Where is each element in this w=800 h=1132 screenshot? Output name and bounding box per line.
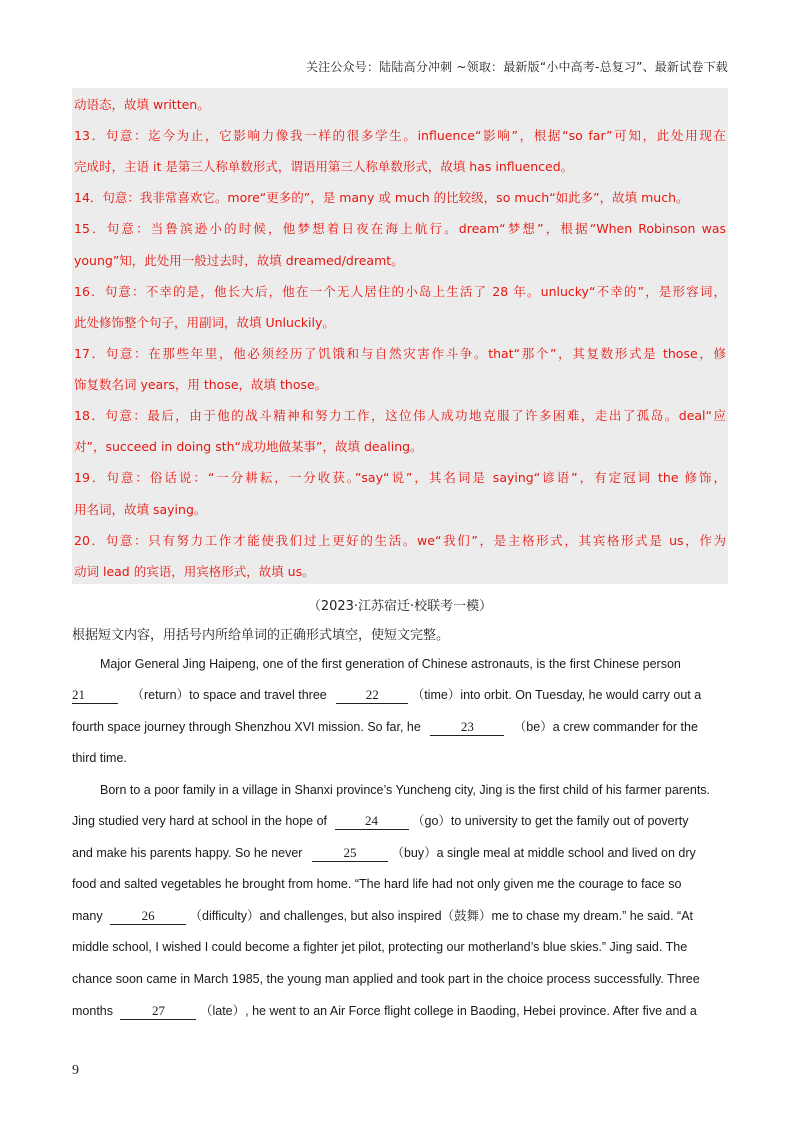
passage-line: middle school, I wished I could become a fighter jet pilot, protecting our motherland’s blue skies.” Jing said. The [72,940,688,954]
passage-text: （return）to space and travel three [131,688,327,702]
passage-line [72,906,728,926]
passage-line: food and salted vegetables he brought from home. “The hard life had not only given me the courage to face so [72,877,682,891]
blank-22[interactable]: 22 [336,687,408,704]
blank-26[interactable]: 26 [110,908,186,925]
answer-line: 此处修饰整个句子，用副词，故填 Unluckily。 [74,315,335,330]
passage-line [72,685,728,705]
passage-text: （difficulty）and challenges, but also inspired（鼓舞）me to chase my dream.” he said. “At [189,909,694,923]
passage-text: and make his parents happy. So he never [72,846,303,860]
answer-line: 13．句意：迄今为止，它影响力像我一样的很多学生。influence“影响”，根据“so far”可知，此处用现在 [74,128,726,143]
passage-text: （be）a crew commander for the [513,720,698,734]
page-number: 9 [72,1063,79,1078]
passage-text: （time）into orbit. On Tuesday, he would carry out a [411,688,702,702]
answer-line: 14．句意：我非常喜欢它。more“更多的”，是 many 或 much 的比较级，so much“如此多”，故填 much。 [74,190,689,205]
answer-line: young”知，此处用一般过去时，故填 dreamed/dreamt。 [74,253,404,268]
passage-line: Born to a poor family in a village in Shanxi province’s Yuncheng city, Jing is the first child of his farmer parents. [100,783,711,797]
answer-line: 18．句意：最后，由于他的战斗精神和努力工作，这位伟人成功地克服了许多困难，走出了孤岛。deal“应 [74,408,726,423]
blank-23[interactable]: 23 [430,719,504,736]
blank-21[interactable]: 21 [72,687,118,704]
passage-text: months [72,1004,113,1018]
passage-text: （late）, he went to an Air Force flight college in Baoding, Hebei province. After five and a [199,1004,697,1018]
answer-line: 用名词，故填 saying。 [74,502,207,517]
question-source: （2023·江苏宿迁·校联考一模） [307,599,493,614]
question-instruction: 根据短文内容，用括号内所给单词的正确形式填空，使短文完整。 [72,628,450,643]
answer-line: 饰复数名词 years，用 those，故填 those。 [74,377,328,392]
passage-text: Jing studied very hard at school in the hope of [72,814,328,828]
passage-text: many [72,909,103,923]
page-header: 关注公众号：陆陆高分冲刺 ~领取：最新版“小中高考-总复习”、最新试卷下载 [305,60,728,74]
answer-line: 动词 lead 的宾语，用宾格形式，故填 us。 [74,564,315,579]
passage-line [72,843,728,863]
passage-text: fourth space journey through Shenzhou XVI mission. So far, he [72,720,421,734]
passage-line: chance soon came in March 1985, the young man applied and took part in the choice process successfully. Three [72,972,700,986]
answer-line: 动语态，故填 written。 [74,97,210,112]
passage-line: third time. [72,751,127,765]
answer-line: 16．句意：不幸的是，他长大后，他在一个无人居住的小岛上生活了 28 年。unlucky“不幸的”，是形容词， [74,284,726,299]
passage-line [72,1001,728,1021]
answer-line: 完成时，主语 it 是第三人称单数形式，谓语用第三人称单数形式，故填 has influenced。 [74,159,574,174]
answer-line: 17．句意：在那些年里，他必须经历了饥饿和与自然灾害作斗争。that“那个”，其复数形式是 those，修 [74,346,726,361]
answer-line: 19．句意：俗话说：“一分耕耘，一分收获。”say“说”，其名词是 saying“谚语”，有定冠词 the 修饰， [74,470,726,485]
passage-text: （buy）a single meal at middle school and lived on dry [391,846,696,860]
passage-line [72,717,728,737]
passage-line [72,811,728,831]
blank-27[interactable]: 27 [120,1003,196,1020]
answer-line: 15．句意：当鲁滨逊小的时候，他梦想着日夜在海上航行。dream“梦想”，根据“When Robinson was [74,221,726,236]
blank-24[interactable]: 24 [335,813,409,830]
passage-line: Major General Jing Haipeng, one of the first generation of Chinese astronauts, is the first Chinese person [100,657,681,671]
answer-line: 对”，succeed in doing sth“成功地做某事”，故填 dealing。 [74,439,423,454]
answer-line: 20．句意：只有努力工作才能使我们过上更好的生活。we“我们”，是主格形式，其宾格形式是 us，作为 [74,533,726,548]
blank-25[interactable]: 25 [312,845,388,862]
passage-text: （go）to university to get the family out of poverty [412,814,689,828]
